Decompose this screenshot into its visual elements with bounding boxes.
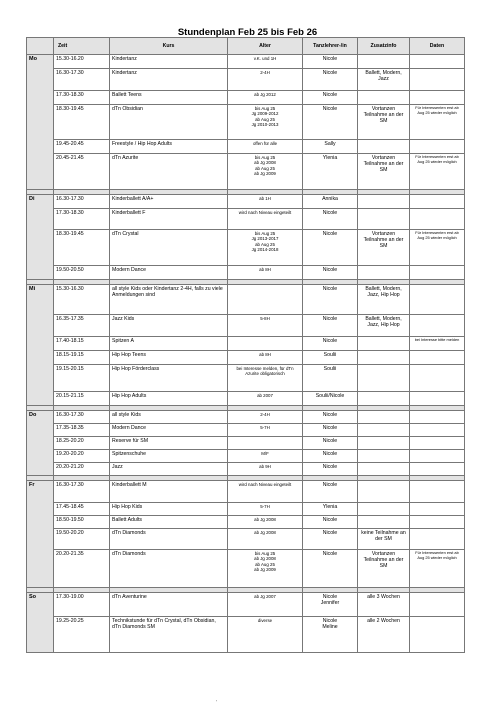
dates-cell: [410, 69, 465, 91]
extra-cell: [358, 337, 410, 351]
course-cell: Spitzenschuhe: [110, 450, 228, 463]
dates-cell: Für Interessenten erst ab Aug 25 wieder möglich: [410, 105, 465, 140]
teacher-cell: Nicole: [303, 209, 358, 230]
extra-cell: [358, 516, 410, 529]
day-label: Fr: [27, 481, 54, 588]
teacher-cell: Annika: [303, 195, 358, 209]
age-cell: ab Jg 2012: [228, 91, 303, 105]
dates-cell: [410, 593, 465, 617]
dates-cell: [410, 266, 465, 280]
schedule-row: [27, 154, 465, 190]
schedule-row: [27, 516, 465, 529]
course-cell: dTn Aventurine: [110, 593, 228, 617]
time-cell: 17.35-18.35: [54, 424, 110, 437]
dates-cell: [410, 285, 465, 315]
schedule-row: [27, 437, 465, 450]
teacher-cell: Nicole Jennifer: [303, 593, 358, 617]
schedule-row: [27, 140, 465, 154]
extra-cell: alle 3 Wochen: [358, 593, 410, 617]
age-cell: ab 8H: [228, 266, 303, 280]
time-cell: 16.30-17.30: [54, 69, 110, 91]
course-cell: Hip Hop Förderclass: [110, 365, 228, 392]
schedule-row: [27, 91, 465, 105]
time-cell: 17.30-18.30: [54, 209, 110, 230]
age-cell: wird nach Niveau eingeteilt: [228, 209, 303, 230]
course-cell: Jazz Kids: [110, 315, 228, 337]
time-cell: 17.30-18.30: [54, 91, 110, 105]
dates-cell: [410, 140, 465, 154]
schedule-row: [27, 550, 465, 588]
time-cell: 20.45-21.45: [54, 154, 110, 190]
schedule-row: [27, 69, 465, 91]
day-label: Mo: [27, 55, 54, 190]
dates-cell: [410, 503, 465, 516]
dates-cell: [410, 529, 465, 550]
extra-cell: Ballett, Modern, Jazz: [358, 69, 410, 91]
course-cell: Hip Hop Kids: [110, 503, 228, 516]
teacher-cell: Sally: [303, 140, 358, 154]
schedule-row: [27, 315, 465, 337]
time-cell: 16.30-17.30: [54, 411, 110, 424]
time-cell: 16.30-17.30: [54, 195, 110, 209]
teacher-cell: Nicole: [303, 337, 358, 351]
course-cell: Modern Dance: [110, 424, 228, 437]
dates-cell: [410, 516, 465, 529]
age-cell: v.K. und 1H: [228, 55, 303, 69]
extra-cell: [358, 266, 410, 280]
header-day: [27, 38, 54, 55]
teacher-cell: Soulii: [303, 365, 358, 392]
age-cell: ab 2007: [228, 392, 303, 406]
time-cell: 17.45-18.45: [54, 503, 110, 516]
course-cell: Hip Hop Adults: [110, 392, 228, 406]
extra-cell: [358, 195, 410, 209]
course-cell: all style Kids oder Kindertanz 2-4H, falls zu viele Anmeldungen sind: [110, 285, 228, 315]
teacher-cell: Soulii/Nicole: [303, 392, 358, 406]
age-cell: 5-8H: [228, 315, 303, 337]
extra-cell: keine Teilnahme an der SM: [358, 529, 410, 550]
schedule-row: [27, 337, 465, 351]
header-extra: Zusatzinfo: [358, 38, 410, 55]
time-cell: 15.30-16.20: [54, 55, 110, 69]
teacher-cell: Nicole: [303, 516, 358, 529]
time-cell: 15.30-16.30: [54, 285, 110, 315]
schedule-row: [27, 463, 465, 476]
dates-cell: [410, 450, 465, 463]
teacher-cell: Nicole: [303, 315, 358, 337]
day-label: Mi: [27, 285, 54, 406]
course-cell: Hip Hop Teens: [110, 351, 228, 365]
time-cell: 18.30-19.45: [54, 230, 110, 266]
schedule-row: [27, 529, 465, 550]
time-cell: 20.15-21.15: [54, 392, 110, 406]
course-cell: dTn Crystal: [110, 230, 228, 266]
schedule-row: [27, 450, 465, 463]
header-course: Kurs: [110, 38, 228, 55]
schedule-table: [26, 37, 465, 653]
time-cell: 20.20-21.20: [54, 463, 110, 476]
teacher-cell: Nicole: [303, 529, 358, 550]
course-cell: dTn Obsidian: [110, 105, 228, 140]
teacher-cell: Nicole: [303, 285, 358, 315]
teacher-cell: Nicole: [303, 105, 358, 140]
teacher-cell: Nicole: [303, 91, 358, 105]
extra-cell: [358, 55, 410, 69]
age-cell: ab 1H: [228, 195, 303, 209]
schedule-row: [27, 209, 465, 230]
age-cell: bis Aug 25 Jg 2013-2017 ab Aug 25 Jg 2014-2018: [228, 230, 303, 266]
time-cell: 19.50-20.50: [54, 266, 110, 280]
extra-cell: [358, 392, 410, 406]
dates-cell: [410, 437, 465, 450]
time-cell: 19.25-20.25: [54, 617, 110, 653]
course-cell: dTn Azurite: [110, 154, 228, 190]
time-cell: 19.45-20.45: [54, 140, 110, 154]
extra-cell: Ballett, Modern, Jazz, Hip Hop: [358, 315, 410, 337]
age-cell: offen für alle: [228, 140, 303, 154]
extra-cell: Ballett, Modern, Jazz, Hip Hop: [358, 285, 410, 315]
schedule-row: [27, 617, 465, 653]
time-cell: 19.15-20.15: [54, 365, 110, 392]
age-cell: diverse: [228, 617, 303, 653]
age-cell: ab Jg 2008: [228, 516, 303, 529]
dates-cell: Für Interessenten erst ab Aug 25 wieder möglich: [410, 154, 465, 190]
schedule-row: [27, 351, 465, 365]
course-cell: Modern Dance: [110, 266, 228, 280]
dates-cell: [410, 463, 465, 476]
dates-cell: [410, 392, 465, 406]
extra-cell: [358, 351, 410, 365]
teacher-cell: Nicole: [303, 550, 358, 588]
age-cell: bis Aug 25 Jg 2009-2012 ab Aug 25 Jg 2010-2013: [228, 105, 303, 140]
age-cell: [228, 285, 303, 315]
teacher-cell: Soulii: [303, 351, 358, 365]
course-cell: dTn Diamonds: [110, 550, 228, 588]
age-cell: 5-7H: [228, 503, 303, 516]
time-cell: 19.50-20.20: [54, 529, 110, 550]
extra-cell: [358, 209, 410, 230]
age-cell: ab Jg 2007: [228, 593, 303, 617]
day-label: So: [27, 593, 54, 653]
teacher-cell: Nicole: [303, 481, 358, 503]
course-cell: all style Kids: [110, 411, 228, 424]
age-cell: ab Jg 2008: [228, 529, 303, 550]
header-time: Zeit: [54, 38, 110, 55]
dates-cell: [410, 195, 465, 209]
dates-cell: [410, 315, 465, 337]
schedule-row: [27, 424, 465, 437]
extra-cell: [358, 365, 410, 392]
teacher-cell: Nicole: [303, 450, 358, 463]
schedule-row: [27, 266, 465, 280]
dates-cell: [410, 55, 465, 69]
age-cell: 5-7H: [228, 424, 303, 437]
extra-cell: [358, 140, 410, 154]
course-cell: Spitzen A: [110, 337, 228, 351]
schedule-row: [27, 365, 465, 392]
extra-cell: Vortanzen Teilnahme an der SM: [358, 230, 410, 266]
age-cell: wird nach Niveau eingeteilt: [228, 481, 303, 503]
page-title: Stundenplan Feb 25 bis Feb 26: [177, 27, 318, 38]
age-cell: bei Interesse melden, für dTn Azurite obligatorisch: [228, 365, 303, 392]
extra-cell: Vortanzen Teilnahme an der SM: [358, 154, 410, 190]
course-cell: Reserve für SM: [110, 437, 228, 450]
course-cell: Ballett Teens: [110, 91, 228, 105]
time-cell: 17.40-18.15: [54, 337, 110, 351]
dates-cell: [410, 351, 465, 365]
time-cell: 18.50-19.50: [54, 516, 110, 529]
dates-cell: [410, 481, 465, 503]
course-cell: dTn Diamonds: [110, 529, 228, 550]
extra-cell: [358, 450, 410, 463]
time-cell: 18.25-20.20: [54, 437, 110, 450]
extra-cell: [358, 437, 410, 450]
course-cell: Kindertanz: [110, 69, 228, 91]
extra-cell: [358, 463, 410, 476]
dates-cell: [410, 617, 465, 653]
extra-cell: [358, 481, 410, 503]
teacher-cell: Nicole Meline: [303, 617, 358, 653]
extra-cell: [358, 91, 410, 105]
time-cell: 20.20-21.35: [54, 550, 110, 588]
course-cell: Jazz: [110, 463, 228, 476]
schedule-row: [27, 503, 465, 516]
day-label: Di: [27, 195, 54, 280]
page-marker: ′: [216, 700, 217, 706]
age-cell: bis Aug 25 ab Jg 2008 ab Aug 25 ab Jg 2009: [228, 550, 303, 588]
schedule-row: [27, 55, 465, 69]
header-dates: Daten: [410, 38, 465, 55]
age-cell: M/F: [228, 450, 303, 463]
age-cell: [228, 437, 303, 450]
dates-cell: [410, 91, 465, 105]
extra-cell: [358, 503, 410, 516]
time-cell: 17.30-19.00: [54, 593, 110, 617]
extra-cell: alle 2 Wochen: [358, 617, 410, 653]
dates-cell: [410, 209, 465, 230]
teacher-cell: Nicole: [303, 424, 358, 437]
course-cell: Kindertanz: [110, 55, 228, 69]
teacher-cell: Nicole: [303, 411, 358, 424]
dates-cell: Für Interessenten erst ab Aug 25 wieder möglich: [410, 230, 465, 266]
schedule-row: [27, 195, 465, 209]
course-cell: Kinderballett A/A+: [110, 195, 228, 209]
age-cell: [228, 337, 303, 351]
teacher-cell: Nicole: [303, 69, 358, 91]
course-cell: Kinderballett F: [110, 209, 228, 230]
extra-cell: Vortanzen Teilnahme an der SM: [358, 550, 410, 588]
course-cell: Ballett Adults: [110, 516, 228, 529]
time-cell: 18.30-19.45: [54, 105, 110, 140]
age-cell: 2-4H: [228, 411, 303, 424]
time-cell: 19.20-20.20: [54, 450, 110, 463]
time-cell: 16.35-17.35: [54, 315, 110, 337]
dates-cell: Für Interessenten erst ab Aug 25 wieder möglich: [410, 550, 465, 588]
teacher-cell: Ylenia: [303, 503, 358, 516]
extra-cell: [358, 424, 410, 437]
age-cell: ab 9H: [228, 463, 303, 476]
teacher-cell: Nicole: [303, 266, 358, 280]
teacher-cell: Nicole: [303, 230, 358, 266]
schedule-body: [27, 55, 465, 653]
dates-cell: bei Interesse bitte melden: [410, 337, 465, 351]
schedule-row: [27, 593, 465, 617]
schedule-row: [27, 230, 465, 266]
course-cell: Technikstunde für dTn Crystal, dTn Obsidian, dTn Diamonds SM: [110, 617, 228, 653]
dates-cell: [410, 411, 465, 424]
extra-cell: [358, 411, 410, 424]
header-row: [27, 38, 465, 55]
header-age: Alter: [228, 38, 303, 55]
schedule-row: [27, 481, 465, 503]
time-cell: 16.30-17.30: [54, 481, 110, 503]
teacher-cell: Nicole: [303, 437, 358, 450]
teacher-cell: Ylenia: [303, 154, 358, 190]
dates-cell: [410, 424, 465, 437]
schedule-row: [27, 105, 465, 140]
schedule-row: [27, 392, 465, 406]
age-cell: bis Aug 25 ab Jg 2008 ab Aug 25 ab Jg 2009: [228, 154, 303, 190]
course-cell: Kinderballett M: [110, 481, 228, 503]
teacher-cell: Nicole: [303, 463, 358, 476]
teacher-cell: Nicole: [303, 55, 358, 69]
day-label: Do: [27, 411, 54, 476]
age-cell: ab 8H: [228, 351, 303, 365]
schedule-row: [27, 285, 465, 315]
schedule-row: [27, 411, 465, 424]
course-cell: Freestyle / Hip Hop Adults: [110, 140, 228, 154]
extra-cell: Vortanzen Teilnahme an der SM: [358, 105, 410, 140]
dates-cell: [410, 365, 465, 392]
age-cell: 2-4H: [228, 69, 303, 91]
header-teacher: Tanzlehrer-/in: [303, 38, 358, 55]
time-cell: 18.15-19.15: [54, 351, 110, 365]
